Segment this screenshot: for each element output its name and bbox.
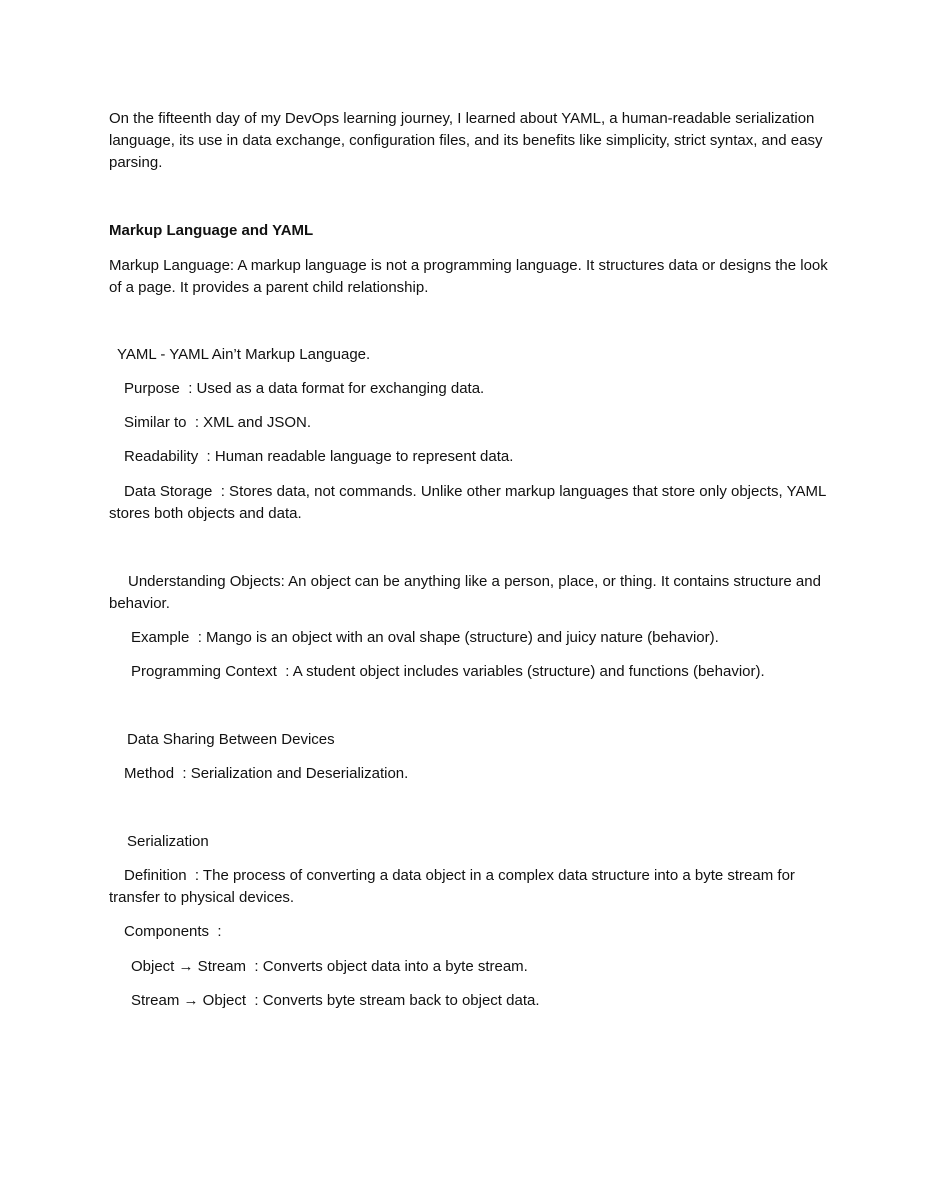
intro-paragraph: On the fifteenth day of my DevOps learning journey, I learned about YAML, a human-readable serialization language, its use in data exchange, configuration files, and its benefits like simplicity, strict syntax, and easy parsing. xyxy=(109,110,827,171)
yaml-purpose: Purpose : Used as a data format for exchanging data. xyxy=(124,380,485,397)
yaml-similar: Similar to : XML and JSON. xyxy=(124,414,312,431)
sharing-title: Data Sharing Between Devices xyxy=(127,731,335,748)
yaml-title: YAML - YAML Ain’t Markup Language. xyxy=(117,346,371,363)
serialization-definition: Definition : The process of converting a data object in a complex data structure into a byte stream for transfer to physical devices. xyxy=(109,867,800,906)
markup-definition: Markup Language: A markup language is not a programming language. It structures data or designs the look of a page. It provides a parent child relationship. xyxy=(109,257,832,296)
section-heading: Markup Language and YAML xyxy=(109,222,314,239)
component-object-to-stream: Object → Stream : Converts object data into a byte stream. xyxy=(131,958,528,975)
yaml-storage: Data Storage : Stores data, not commands. Unlike other markup languages that store only objects, YAML stores both objects and data. xyxy=(109,483,830,522)
component-stream-to-object: Stream → Object : Converts byte stream back to object data. xyxy=(131,992,540,1009)
serialization-components: Components : xyxy=(124,923,222,940)
sharing-method: Method : Serialization and Deserialization. xyxy=(124,765,409,782)
yaml-readability: Readability : Human readable language to represent data. xyxy=(124,448,514,465)
objects-intro: Understanding Objects: An object can be anything like a person, place, or thing. It contains structure and behavior. xyxy=(109,573,826,612)
objects-context: Programming Context : A student object includes variables (structure) and functions (behavior). xyxy=(131,663,765,680)
objects-example: Example : Mango is an object with an oval shape (structure) and juicy nature (behavior). xyxy=(131,629,719,646)
serialization-title: Serialization xyxy=(127,833,209,850)
